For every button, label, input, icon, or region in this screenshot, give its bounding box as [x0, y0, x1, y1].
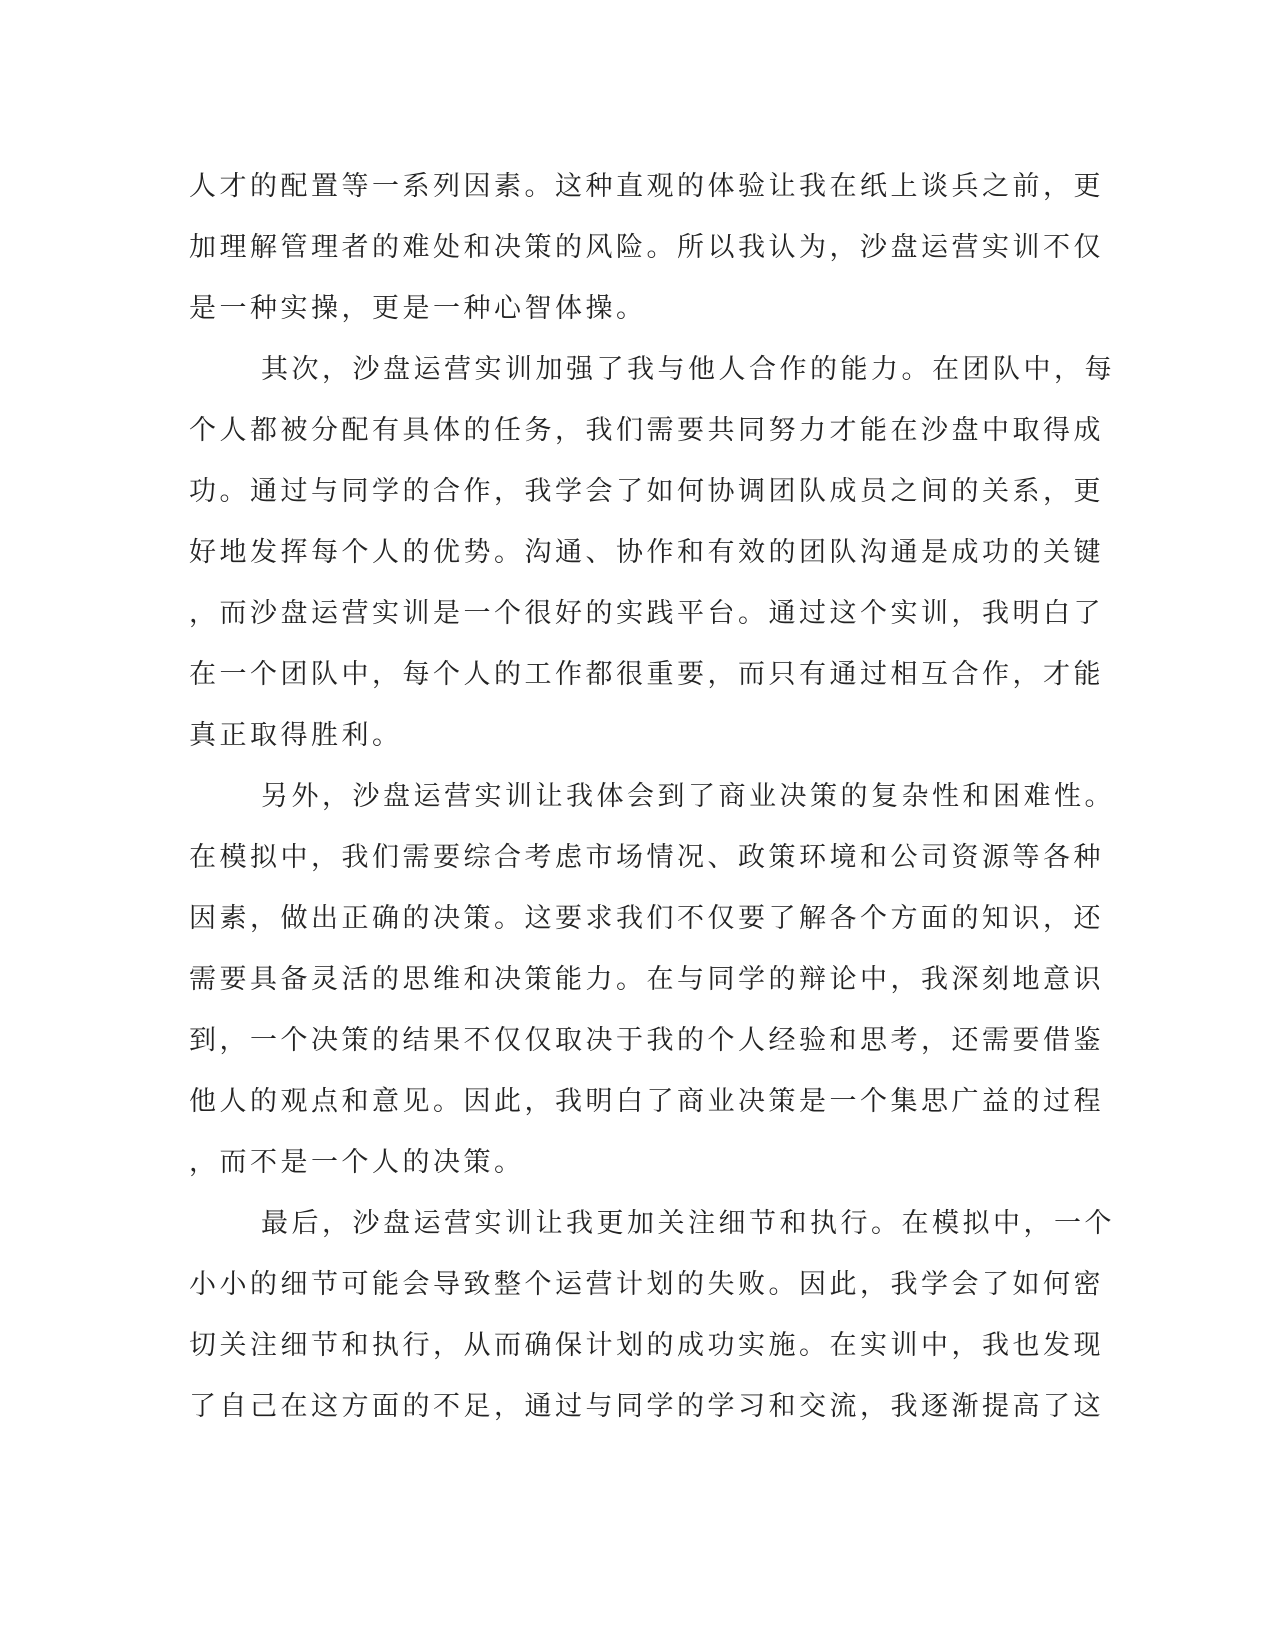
- text-line: 功。通过与同学的合作，我学会了如何协调团队成员之间的关系，更: [189, 476, 1104, 507]
- text-line: ，而沙盘运营实训是一个很好的实践平台。通过这个实训，我明白了: [189, 598, 1104, 629]
- text-line: 真正取得胜利。: [189, 720, 403, 751]
- paragraph-first-line: 最后，沙盘运营实训让我更加关注细节和执行。在模拟中，一个: [261, 1208, 1115, 1239]
- text-line: 他人的观点和意见。因此，我明白了商业决策是一个集思广益的过程: [189, 1086, 1104, 1117]
- text-line: 好地发挥每个人的优势。沟通、协作和有效的团队沟通是成功的关键: [189, 537, 1104, 568]
- text-line: 在一个团队中，每个人的工作都很重要，而只有通过相互合作，才能: [189, 659, 1104, 690]
- text-line: 到，一个决策的结果不仅仅取决于我的个人经验和思考，还需要借鉴: [189, 1025, 1104, 1056]
- text-line: 切关注细节和执行，从而确保计划的成功实施。在实训中，我也发现: [189, 1330, 1104, 1361]
- text-line: ，而不是一个人的决策。: [189, 1147, 525, 1178]
- paragraph-first-line: 另外，沙盘运营实训让我体会到了商业决策的复杂性和困难性。: [261, 781, 1115, 812]
- text-line: 在模拟中，我们需要综合考虑市场情况、政策环境和公司资源等各种: [189, 842, 1104, 873]
- text-line: 个人都被分配有具体的任务，我们需要共同努力才能在沙盘中取得成: [189, 415, 1104, 446]
- paragraph-first-line: 其次，沙盘运营实训加强了我与他人合作的能力。在团队中，每: [261, 354, 1115, 385]
- text-line: 人才的配置等一系列因素。这种直观的体验让我在纸上谈兵之前，更: [189, 171, 1104, 202]
- text-line: 小小的细节可能会导致整个运营计划的失败。因此，我学会了如何密: [189, 1269, 1104, 1300]
- text-line: 加理解管理者的难处和决策的风险。所以我认为，沙盘运营实训不仅: [189, 232, 1104, 263]
- text-line: 因素，做出正确的决策。这要求我们不仅要了解各个方面的知识，还: [189, 903, 1104, 934]
- text-line: 是一种实操，更是一种心智体操。: [189, 293, 647, 324]
- text-line: 了自己在这方面的不足，通过与同学的学习和交流，我逐渐提高了这: [189, 1391, 1104, 1422]
- text-line: 需要具备灵活的思维和决策能力。在与同学的辩论中，我深刻地意识: [189, 964, 1104, 995]
- body-text: [189, 156, 1115, 1437]
